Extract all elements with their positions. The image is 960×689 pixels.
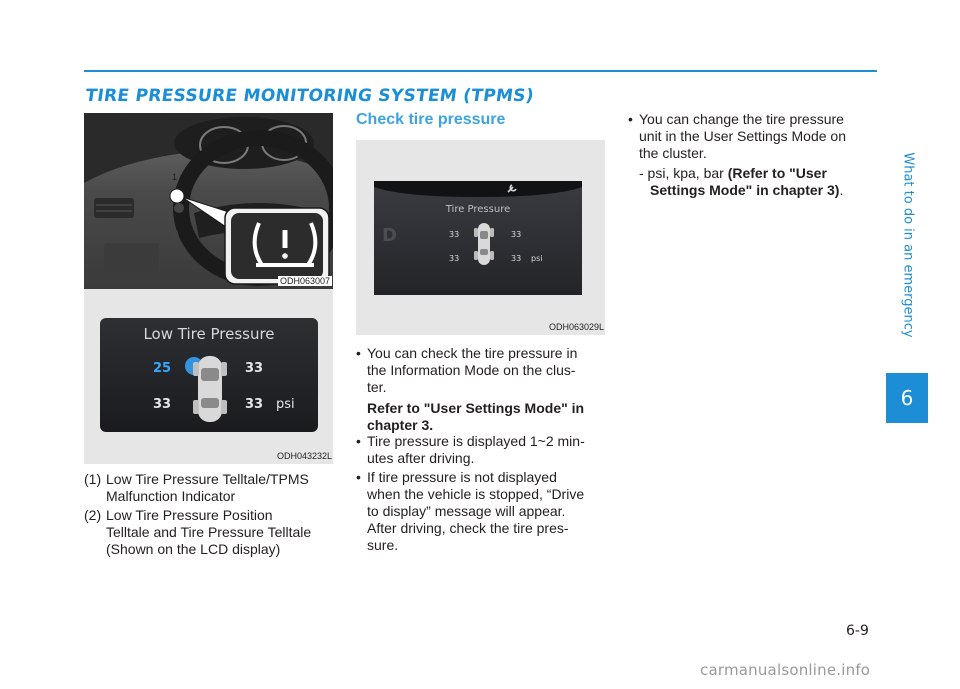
figure-code: ODH063029L [548, 322, 604, 332]
car-top-view-icon [471, 221, 497, 267]
front-left-pressure: 25 [153, 361, 172, 376]
chapter-side-label [897, 120, 919, 370]
rear-left-pressure: 33 [449, 254, 460, 263]
header-rule [84, 70, 877, 72]
gear-indicator: D [382, 225, 397, 246]
list-item: (2) Low Tire Pressure Position Telltale and Tire Pressure Telltale (Shown on the LCD display) [84, 507, 312, 557]
bullet-item: • You can change the tire pressure unit in the User Settings Mode on the cluster. [628, 111, 847, 161]
callout-number: 1 [172, 172, 178, 182]
sub-bullet-item: - psi, kpa, bar (Refer to "User Settings Mode" in chapter 3). [639, 165, 844, 198]
cluster-tire-pressure-figure [356, 140, 605, 335]
rear-right-pressure: 33 [511, 254, 522, 263]
dashboard-illustration [84, 113, 333, 289]
bullet-item: • You can check the tire pressure in the Information Mode on the clus- ter. Refer to "User Settings Mode" in chapter 3. [356, 345, 585, 433]
dashboard-photo [84, 113, 333, 289]
rear-left-pressure: 33 [153, 397, 172, 412]
subsection-heading: Check tire pressure [356, 111, 506, 128]
car-top-view-icon [184, 352, 236, 428]
lcd-display [100, 318, 318, 432]
wrench-icon [506, 184, 518, 194]
front-right-pressure: 33 [245, 361, 264, 376]
figure-code: ODH063007 [279, 276, 330, 286]
chapter-number-badge: 6 [886, 373, 928, 423]
figure-code: ODH043232L [276, 451, 332, 461]
lcd-title: Low Tire Pressure [143, 325, 275, 343]
section-title: TIRE PRESSURE MONITORING SYSTEM (TPMS) [84, 86, 536, 106]
pressure-unit: psi [276, 397, 295, 412]
rear-right-pressure: 33 [245, 397, 264, 412]
cluster-title: Tire Pressure [445, 204, 511, 215]
cluster-top-bezel [374, 181, 582, 201]
cluster-display [374, 181, 582, 295]
pressure-unit: psi [531, 254, 543, 263]
bullet-item: • If tire pressure is not displayed when the vehicle is stopped, “Drive to display” message will appear. After driving, check the tire pres- sure. [356, 469, 585, 553]
bullet-item: • Tire pressure is displayed 1~2 min- utes after driving. [356, 433, 585, 466]
list-item: (1) Low Tire Pressure Telltale/TPMS Malfunction Indicator [84, 471, 309, 504]
front-right-pressure: 33 [511, 230, 522, 239]
chapter-title: What to do in an emergency [900, 152, 916, 338]
page-number: 6-9 [846, 623, 869, 639]
watermark: carmanualsonline.info [700, 661, 871, 679]
lcd-low-tire-figure [84, 289, 333, 464]
front-left-pressure: 33 [449, 230, 460, 239]
